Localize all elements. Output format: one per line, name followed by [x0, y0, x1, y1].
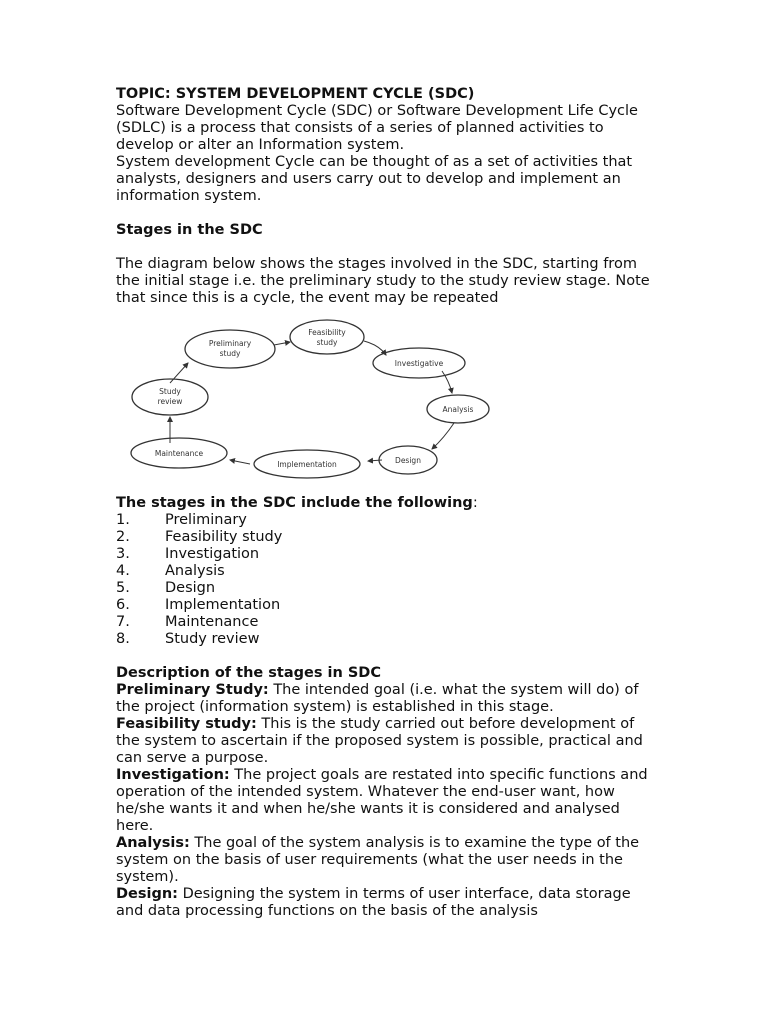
list-item [116, 563, 661, 580]
list-item-label: Analysis [165, 563, 225, 579]
node-label-feasibility-2: study [316, 338, 338, 347]
node-feasibility-study [290, 320, 364, 354]
arrow-preliminary-to-feasibility [274, 342, 290, 345]
node-label-feasibility-1: Feasibility [308, 328, 346, 337]
node-label-study: Study [159, 387, 181, 396]
document-page [116, 86, 661, 920]
stages-list [116, 512, 661, 648]
list-heading-tail: : [472, 495, 478, 511]
list-item [116, 597, 661, 614]
arrow-implementation-to-maintenance [230, 460, 250, 464]
description-text: This is the study carried out before development of the system to ascertain if the proposed system is possible, practical and can serve a purpose. [116, 716, 643, 766]
list-item-number: 1. [116, 512, 130, 528]
node-label-implementation: Implementation [277, 460, 337, 469]
description-text: The project goals are restated into specific functions and operation of the intended system. Whatever the end-user want, how he/she wants it and when he/she wants it is considered and analysed here. [116, 767, 648, 834]
stages-heading: Stages in the SDC [116, 222, 263, 238]
list-item-number: 6. [116, 597, 130, 613]
description-term: Analysis: [116, 835, 190, 851]
list-item [116, 631, 661, 648]
description-text: The goal of the system analysis is to examine the type of the system on the basis of user requirements (what the user needs in the system). [116, 835, 640, 885]
intro-paragraph-2: System development Cycle can be thought of as a set of activities that analysts, designers and users carry out to develop and implement an information system. [116, 154, 633, 204]
list-item-number: 3. [116, 546, 130, 562]
description-text: The intended goal (i.e. what the system will do) of the project (information system) is established in this stage. [116, 682, 639, 715]
arrow-design-to-implementation [368, 460, 382, 461]
list-item [116, 512, 661, 529]
description-term: Preliminary Study: [116, 682, 269, 698]
list-heading-bold: The stages in the SDC include the following [116, 495, 473, 511]
list-item [116, 529, 661, 546]
description-text: Designing the system in terms of user interface, data storage and data processing functions on the basis of the analysis [116, 886, 631, 919]
description-term: Investigation: [116, 767, 230, 783]
arrow-feasibility-to-investigative [364, 341, 386, 355]
node-label-maintenance: Maintenance [154, 449, 204, 458]
list-item-label: Preliminary [165, 512, 247, 528]
list-item-number: 8. [116, 631, 130, 647]
description-feasibility [116, 716, 661, 767]
description-heading: Description of the stages in SDC [116, 665, 381, 681]
list-item-label: Investigation [165, 546, 260, 562]
description-design [116, 886, 661, 920]
sdc-cycle-diagram [124, 313, 474, 489]
document-title: TOPIC: SYSTEM DEVELOPMENT CYCLE (SDC) [116, 86, 475, 102]
list-item [116, 580, 661, 597]
list-item-label: Feasibility study [165, 529, 283, 545]
description-term: Design: [116, 886, 178, 902]
arrow-analysis-to-design [432, 423, 454, 449]
list-heading [116, 495, 661, 512]
intro-paragraph-1: Software Development Cycle (SDC) or Software Development Life Cycle (SDLC) is a process that consists of a series of planned activities to develop or alter an Information system. [116, 103, 638, 153]
list-item [116, 614, 661, 631]
list-item [116, 546, 661, 563]
node-label-analysis: Analysis [442, 405, 474, 414]
description-analysis [116, 835, 661, 886]
description-term: Feasibility study: [116, 716, 257, 732]
list-item-number: 2. [116, 529, 130, 545]
list-item-label: Study review [165, 631, 260, 647]
node-label-preliminary-2: study [219, 349, 241, 358]
list-item-number: 5. [116, 580, 130, 596]
list-item-number: 7. [116, 614, 130, 630]
description-investigation [116, 767, 661, 835]
list-item-label: Maintenance [165, 614, 259, 630]
list-item-label: Design [165, 580, 216, 596]
list-item-label: Implementation [165, 597, 281, 613]
list-item-number: 4. [116, 563, 130, 579]
description-preliminary [116, 682, 661, 716]
node-label-investigative: Investigative [394, 359, 444, 368]
stage-descriptions [116, 682, 661, 920]
node-label-design: Design [395, 456, 421, 465]
diagram-intro: The diagram below shows the stages involved in the SDC, starting from the initial stage i.e. the preliminary study to the study review stage. Note that since this is a cycle, the event may be repeated [116, 256, 650, 306]
node-label-preliminary-1: Preliminary [208, 339, 252, 348]
node-label-review: review [157, 397, 183, 406]
